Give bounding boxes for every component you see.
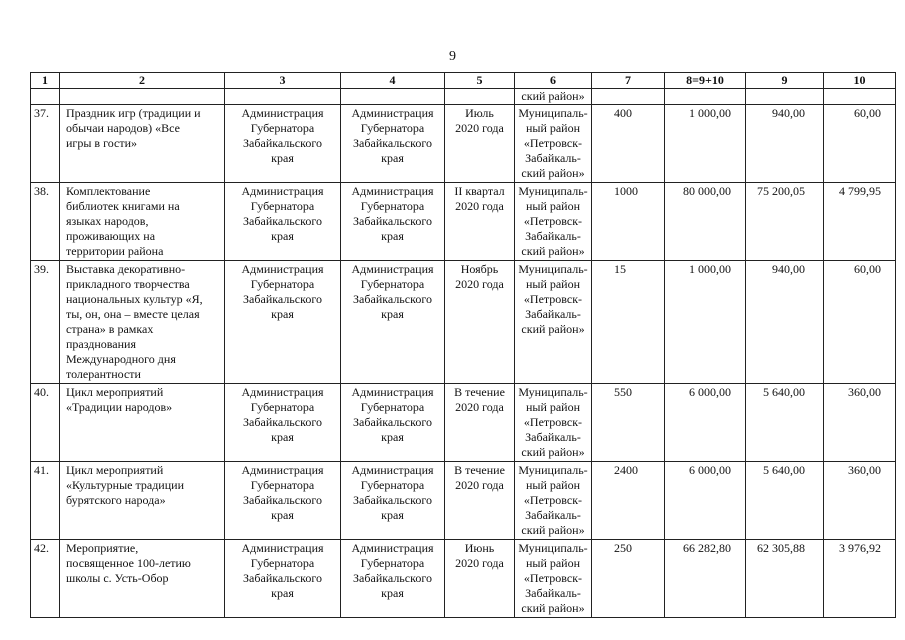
header-cell: 3 [225,73,341,89]
continuation-row [31,89,896,105]
federal-amount: 940,00 [746,261,824,384]
table-row [31,540,896,618]
responsible-executor: Администрация Губернатора Забайкальского края [225,540,341,618]
district: Муниципаль- ный район «Петровск- Забайкаль- ский район» [515,540,592,618]
regional-amount: 4 799,95 [824,183,896,261]
district: Муниципаль- ный район «Петровск- Забайкаль- ский район» [515,462,592,540]
table-header-row [31,73,896,89]
co-executor: Администрация Губернатора Забайкальского края [341,105,445,183]
header-cell: 4 [341,73,445,89]
period: Июль 2020 года [445,105,515,183]
co-executor: Администрация Губернатора Забайкальского края [341,462,445,540]
total-amount: 6 000,00 [665,462,746,540]
regional-amount: 60,00 [824,105,896,183]
row-number: 41. [31,462,60,540]
participants-count: 2400 [592,462,665,540]
page-number: 9 [449,49,456,64]
participants-count: 550 [592,384,665,462]
federal-amount: 62 305,88 [746,540,824,618]
row-number: 38. [31,183,60,261]
period: В течение 2020 года [445,462,515,540]
participants-count: 15 [592,261,665,384]
total-amount: 80 000,00 [665,183,746,261]
table-row [31,105,896,183]
continuation-text: ский район» [515,89,592,105]
event-name: Комплектование библиотек книгами на языках народов, проживающих на территории района [60,183,225,261]
budget-table [30,72,896,618]
district: Муниципаль- ный район «Петровск- Забайкаль- ский район» [515,183,592,261]
header-cell: 8=9+10 [665,73,746,89]
event-name: Праздник игр (традиции и обычаи народов) «Все игры в гости» [60,105,225,183]
total-amount: 6 000,00 [665,384,746,462]
total-amount: 1 000,00 [665,105,746,183]
period: Июнь 2020 года [445,540,515,618]
row-number: 40. [31,384,60,462]
responsible-executor: Администрация Губернатора Забайкальского края [225,462,341,540]
district: Муниципаль- ный район «Петровск- Забайкаль- ский район» [515,261,592,384]
table-row [31,261,896,384]
row-number: 37. [31,105,60,183]
event-name: Цикл мероприятий «Культурные традиции бурятского народа» [60,462,225,540]
regional-amount: 360,00 [824,384,896,462]
participants-count: 250 [592,540,665,618]
table-row [31,462,896,540]
total-amount: 66 282,80 [665,540,746,618]
period: Ноябрь 2020 года [445,261,515,384]
header-cell: 7 [592,73,665,89]
co-executor: Администрация Губернатора Забайкальского края [341,384,445,462]
row-number: 42. [31,540,60,618]
header-cell: 6 [515,73,592,89]
co-executor: Администрация Губернатора Забайкальского края [341,183,445,261]
total-amount: 1 000,00 [665,261,746,384]
header-cell: 10 [824,73,896,89]
co-executor: Администрация Губернатора Забайкальского края [341,540,445,618]
table-row [31,183,896,261]
header-cell: 2 [60,73,225,89]
table-row [31,384,896,462]
event-name: Выставка декоративно- прикладного творчества национальных культур «Я, ты, он, она – вместе целая страна» в рамках празднования Международного дня толерантности [60,261,225,384]
responsible-executor: Администрация Губернатора Забайкальского края [225,183,341,261]
header-cell: 5 [445,73,515,89]
federal-amount: 5 640,00 [746,384,824,462]
federal-amount: 5 640,00 [746,462,824,540]
responsible-executor: Администрация Губернатора Забайкальского края [225,384,341,462]
regional-amount: 60,00 [824,261,896,384]
header-cell: 1 [31,73,60,89]
responsible-executor: Администрация Губернатора Забайкальского края [225,105,341,183]
federal-amount: 940,00 [746,105,824,183]
period: II квартал 2020 года [445,183,515,261]
regional-amount: 360,00 [824,462,896,540]
responsible-executor: Администрация Губернатора Забайкальского края [225,261,341,384]
federal-amount: 75 200,05 [746,183,824,261]
co-executor: Администрация Губернатора Забайкальского края [341,261,445,384]
header-cell: 9 [746,73,824,89]
participants-count: 400 [592,105,665,183]
period: В течение 2020 года [445,384,515,462]
regional-amount: 3 976,92 [824,540,896,618]
row-number: 39. [31,261,60,384]
event-name: Мероприятие, посвященное 100-летию школы с. Усть-Обор [60,540,225,618]
participants-count: 1000 [592,183,665,261]
district: Муниципаль- ный район «Петровск- Забайкаль- ский район» [515,384,592,462]
district: Муниципаль- ный район «Петровск- Забайкаль- ский район» [515,105,592,183]
event-name: Цикл мероприятий «Традиции народов» [60,384,225,462]
